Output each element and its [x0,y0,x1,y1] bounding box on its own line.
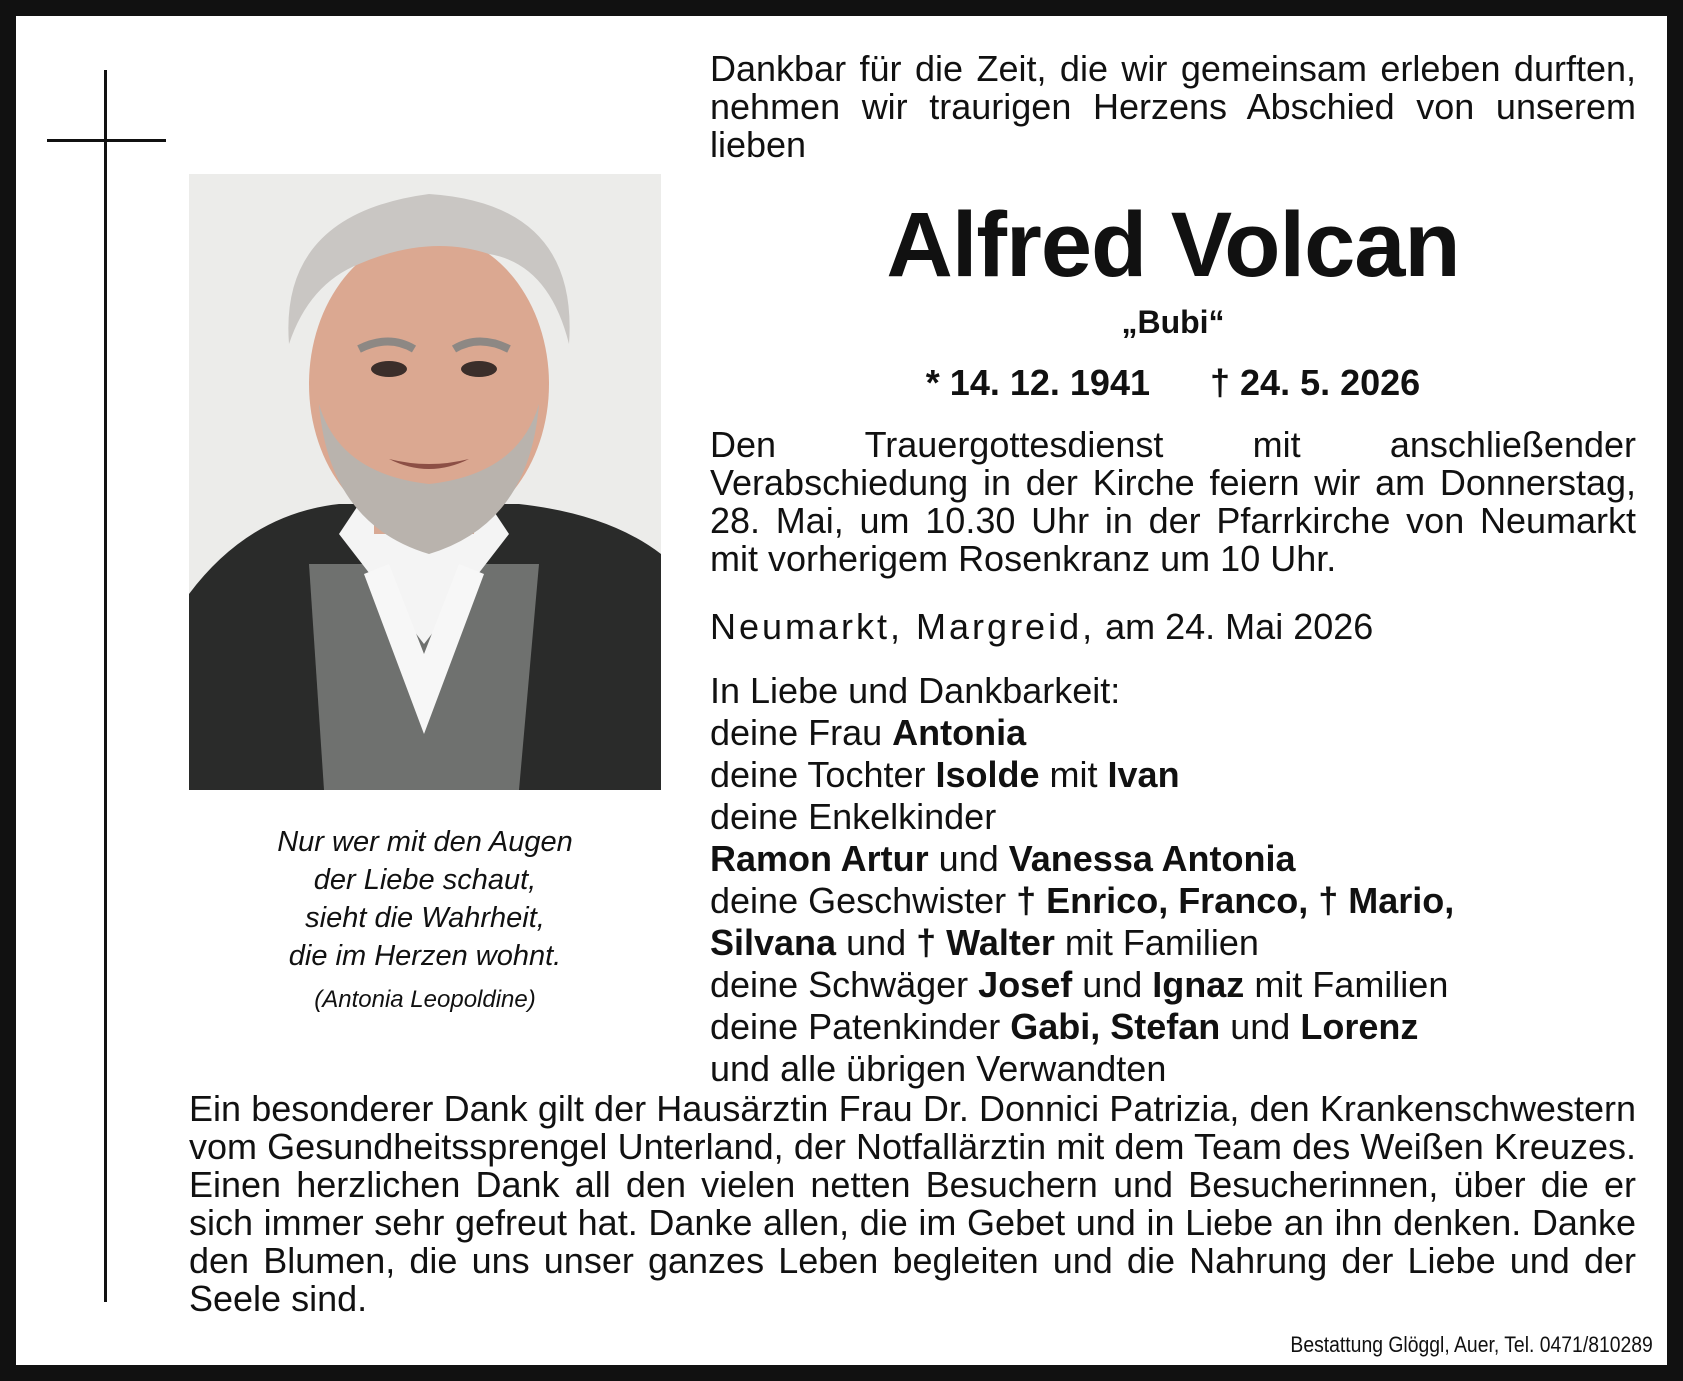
mourners-list [710,670,1454,1090]
service-text: Den Trauergottesdienst mit anschließender Verabschiedung in der Kirche feiern wir am Donnerstag, 28. Mai, um 10.30 Uhr in der Pfarrkirche von Neumarkt mit vorherigem Rosenkranz um 10 Uhr. [710,424,1636,579]
list-item: und alle übrigen Verwandten [710,1048,1167,1089]
life-dates [710,362,1636,404]
place-date: am 24. Mai 2026 [1105,606,1374,647]
list-item: deine Enkelkinder [710,796,997,837]
quote-line: der Liebe schaut, [313,864,537,896]
cross-vertical-bar [104,70,107,1302]
memorial-quote [189,823,661,975]
thanks-paragraph: Ein besonderer Dank gilt der Hausärztin Frau Dr. Donnici Patrizia, den Krankenschwestern vom Gesundheitssprengel Unterland, der Notfallärztin mit dem Team des Weißen Kreuzes. Einen herzlichen Dank all den vielen netten Besuchern und Besucherinnen, über die er sich immer sehr gefreut hat. Danke allen, die im Gebet und in Liebe an ihn denken. Danke den Blumen, die uns unser ganzes Leben begleiten und die Nahrung der Liebe und der Seele sind. [189,1088,1636,1319]
nickname: „Bubi“ [1121,304,1225,340]
death-date: † 24. 5. 2026 [1210,362,1421,403]
deceased-name: Alfred Volcan [886,194,1460,296]
quote-line: sieht die Wahrheit, [305,902,545,934]
list-item: deine Geschwister † Enrico, Franco, † Mario, [710,880,1455,921]
cross-horizontal-bar [47,139,166,142]
quote-line: die im Herzen wohnt. [288,940,562,972]
quote-author: (Antonia Leopoldine) [314,986,536,1013]
list-item: deine Schwäger Josef und Ignaz mit Familien [710,964,1449,1005]
list-item: deine Frau Antonia [710,712,1027,753]
mourners-heading: In Liebe und Dankbarkeit: [710,670,1121,711]
list-item: deine Patenkinder Gabi, Stefan und Lorenz [710,1006,1419,1047]
intro-text: Dankbar für die Zeit, die wir gemeinsam erleben durften, nehmen wir traurigen Herzens Abschied von unserem lieben [710,48,1636,165]
list-item: Ramon Artur und Vanessa Antonia [710,838,1296,879]
portrait-photo [189,174,661,790]
quote-line: Nur wer mit den Augen [277,826,573,858]
place-names: Neumarkt, Margreid, [710,606,1096,647]
list-item: deine Tochter Isolde mit Ivan [710,754,1180,795]
list-item: Silvana und † Walter mit Familien [710,922,1259,963]
place-date-line [710,606,1373,648]
birth-date: * 14. 12. 1941 [925,362,1150,403]
undertaker-credit: Bestattung Glöggl, Auer, Tel. 0471/810289 [1290,1332,1653,1357]
